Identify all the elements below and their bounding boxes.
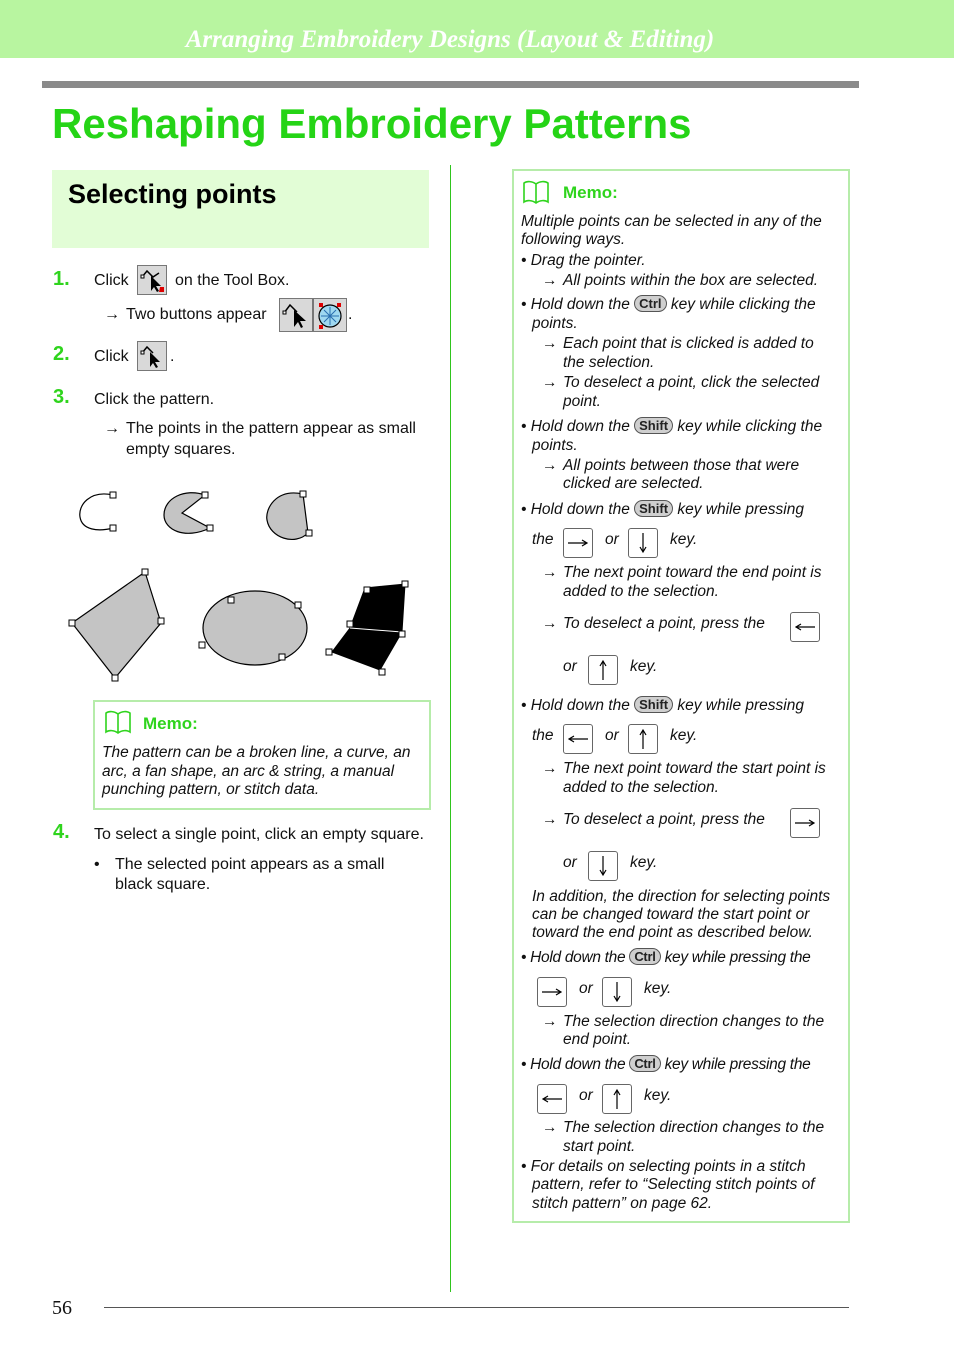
step-2-click: Click: [94, 348, 129, 365]
memo-ctrl-press-2: [521, 1055, 810, 1074]
arrow-symbol: →: [542, 615, 558, 632]
memo-dir-end-1: The selection direction changes to the: [563, 1013, 825, 1030]
page-number: 56: [52, 1297, 72, 1319]
book-icon: [104, 710, 132, 734]
memo-key: key.: [630, 658, 658, 675]
arrow-right-key-icon: [538, 978, 566, 1006]
memo-left-line2: arc, a fan shape, an arc & string, a manual: [102, 763, 395, 780]
memo-key: key.: [670, 531, 698, 548]
arrow-left-key-icon: [564, 725, 592, 753]
memo-dir-start-1: The selection direction changes to the: [563, 1119, 825, 1136]
memo-the: the: [532, 531, 554, 548]
arrow-up-key-icon: [629, 725, 657, 753]
pattern-illustrations: [60, 480, 430, 685]
arrow-down-key-icon: [603, 978, 631, 1006]
ctrl-key: Ctrl: [634, 295, 666, 312]
arrow-symbol: →: [542, 1119, 558, 1136]
arrow-down-key-icon: [629, 529, 657, 557]
shift-key: Shift: [634, 696, 673, 713]
shift-key: Shift: [634, 500, 673, 517]
step-3-arrow: →: [104, 420, 120, 437]
point-mode-icon: [280, 299, 312, 331]
key-while-clicking-text: key while clicking the: [670, 296, 816, 313]
step-4-bullet: •: [94, 856, 100, 873]
memo-addition-2: can be changed toward the start point or: [532, 906, 810, 923]
key-while-pressing-the-text: key while pressing the: [664, 949, 811, 966]
memo-ctrl-press-1: [521, 948, 810, 967]
memo-or: or: [563, 658, 577, 675]
memo-label-left: Memo:: [143, 714, 198, 733]
manual-punching-pattern: [69, 569, 164, 681]
step-3-result-line2: empty squares.: [126, 441, 236, 458]
memo-left-line3: punching pattern, or stitch data.: [102, 781, 320, 798]
memo-key: key.: [644, 1087, 672, 1104]
select-point-tool-icon: [138, 266, 166, 294]
step-4-text: To select a single point, click an empty square.: [94, 826, 424, 843]
stitch-point-mode-icon: [314, 299, 346, 331]
step-2-number: 2.: [53, 343, 70, 365]
memo-shift-result1: All points between those that were: [563, 457, 800, 474]
shift-key: Shift: [634, 417, 673, 434]
arrow-symbol: →: [542, 811, 558, 828]
arrow-up-key-icon: [589, 656, 617, 684]
down-arrow-key: [602, 977, 632, 1007]
memo-drag: • Drag the pointer.: [521, 252, 646, 269]
memo-key: key.: [630, 854, 658, 871]
hold-down-text: • Hold down the: [521, 697, 630, 714]
left-arrow-key: [790, 612, 820, 642]
title-rule: [42, 81, 859, 88]
arrow-right-key-icon: [791, 809, 819, 837]
ctrl-key: Ctrl: [629, 948, 660, 965]
memo-next-end-2: added to the selection.: [563, 583, 719, 600]
up-arrow-key: [602, 1084, 632, 1114]
step-4-number: 4.: [53, 821, 70, 843]
memo-dir-start-2: start point.: [563, 1138, 636, 1155]
key-while-clicking-text: key while clicking the: [677, 418, 823, 435]
memo-dir-end-2: end point.: [563, 1031, 632, 1048]
memo-shift-hold: [521, 417, 822, 436]
left-arrow-key: [563, 724, 593, 754]
hold-down-text: • Hold down the: [521, 1056, 626, 1073]
memo-intro-line1: Multiple points can be selected in any of the: [521, 213, 822, 230]
memo-deselect-press-2: To deselect a point, press the: [563, 811, 765, 828]
arrow-symbol: →: [542, 374, 558, 391]
step-1-period: .: [348, 306, 353, 323]
memo-shift-result2: clicked are selected.: [563, 475, 704, 492]
down-arrow-key: [588, 851, 618, 881]
arrow-symbol: →: [542, 457, 558, 474]
memo-ctrl-result4: point.: [563, 393, 601, 410]
broken-line-arc-pattern: [80, 492, 116, 531]
stitch-data-pattern: [326, 581, 408, 675]
memo-ctrl-result3: To deselect a point, click the selected: [563, 374, 820, 391]
step-3-text: Click the pattern.: [94, 391, 215, 408]
memo-key: key.: [670, 727, 698, 744]
ctrl-key: Ctrl: [629, 1055, 660, 1072]
arrow-symbol: →: [542, 335, 558, 352]
arrow-symbol: →: [542, 760, 558, 777]
step-1-click: Click: [94, 272, 129, 289]
down-arrow-key: [628, 528, 658, 558]
step-2-period: .: [170, 348, 175, 365]
memo-or: or: [605, 531, 619, 548]
hold-down-text: • Hold down the: [521, 296, 630, 313]
footer-rule: [104, 1307, 849, 1308]
memo-intro-line2: following ways.: [521, 231, 626, 248]
key-while-pressing-the-text: key while pressing the: [664, 1056, 811, 1073]
section-title: Selecting points: [68, 179, 277, 209]
stitch-point-mode-button[interactable]: [313, 298, 347, 332]
hold-down-text: • Hold down the: [521, 418, 630, 435]
point-mode-icon: [138, 342, 166, 370]
point-mode-button-step2[interactable]: [137, 341, 167, 371]
banner-title: Arranging Embroidery Designs (Layout & Editing): [185, 26, 715, 53]
right-arrow-key: [563, 528, 593, 558]
step-1-number: 1.: [53, 268, 70, 290]
up-arrow-key: [628, 724, 658, 754]
memo-ctrl-result1: Each point that is clicked is added to: [563, 335, 814, 352]
fan-shape-pattern: [164, 492, 213, 533]
arrow-up-key-icon: [603, 1085, 631, 1113]
right-arrow-key: [537, 977, 567, 1007]
memo-addition-1: In addition, the direction for selecting points: [532, 888, 831, 905]
step-1-result: Two buttons appear: [126, 306, 267, 323]
arrow-right-key-icon: [564, 529, 592, 557]
key-while-pressing-text: key while pressing: [677, 501, 804, 518]
memo-key: key.: [644, 980, 672, 997]
arc-string-pattern: [267, 491, 312, 539]
step-4-bullet-line1: The selected point appears as a small: [115, 856, 385, 873]
up-arrow-key: [588, 655, 618, 685]
arrow-down-key-icon: [589, 852, 617, 880]
arrow-left-key-icon: [791, 613, 819, 641]
memo-left-line1: The pattern can be a broken line, a curve, an: [102, 744, 411, 761]
memo-or: or: [563, 854, 577, 871]
arrow-symbol: →: [542, 564, 558, 581]
memo-deselect-press-1: To deselect a point, press the: [563, 615, 765, 632]
page-title: Reshaping Embroidery Patterns: [52, 100, 692, 147]
select-point-tool-button[interactable]: [137, 265, 167, 295]
memo-shift-press-2: [521, 696, 804, 715]
column-divider: [450, 165, 451, 1292]
memo-shift-press-1: [521, 500, 804, 519]
book-icon: [522, 180, 550, 204]
key-while-pressing-text: key while pressing: [677, 697, 804, 714]
memo-ctrl-result2: the selection.: [563, 354, 655, 371]
memo-shift-points: points.: [532, 437, 578, 454]
memo-details-2: pattern, refer to “Selecting stitch points of: [532, 1176, 815, 1193]
memo-ctrl-hold: [521, 295, 816, 314]
memo-next-start-2: added to the selection.: [563, 779, 719, 796]
left-arrow-key: [537, 1084, 567, 1114]
hold-down-text: • Hold down the: [521, 501, 630, 518]
memo-drag-result: All points within the box are selected.: [563, 272, 819, 289]
step-4-bullet-line2: black square.: [115, 876, 211, 893]
hold-down-text: • Hold down the: [521, 949, 626, 966]
memo-the: the: [532, 727, 554, 744]
right-arrow-key: [790, 808, 820, 838]
memo-details-1: • For details on selecting points in a stitch: [521, 1158, 806, 1175]
memo-next-end-1: The next point toward the end point is: [563, 564, 822, 581]
memo-details-3: stitch pattern” on page 62.: [532, 1195, 713, 1212]
memo-label-right: Memo:: [563, 183, 618, 202]
arrow-symbol: →: [542, 272, 558, 289]
step-3-number: 3.: [53, 386, 70, 408]
memo-ctrl-points: points.: [532, 315, 578, 332]
point-mode-button[interactable]: [279, 298, 313, 332]
curve-pattern: [199, 591, 307, 665]
step-1-arrow: →: [104, 306, 120, 323]
memo-or: or: [579, 1087, 593, 1104]
memo-or: or: [579, 980, 593, 997]
arrow-left-key-icon: [538, 1085, 566, 1113]
step-3-result-line1: The points in the pattern appear as small: [126, 420, 416, 437]
step-1-text: on the Tool Box.: [175, 272, 290, 289]
arrow-symbol: →: [542, 1013, 558, 1030]
memo-addition-3: toward the end point as described below.: [532, 924, 813, 941]
memo-or: or: [605, 727, 619, 744]
memo-next-start-1: The next point toward the start point is: [563, 760, 826, 777]
